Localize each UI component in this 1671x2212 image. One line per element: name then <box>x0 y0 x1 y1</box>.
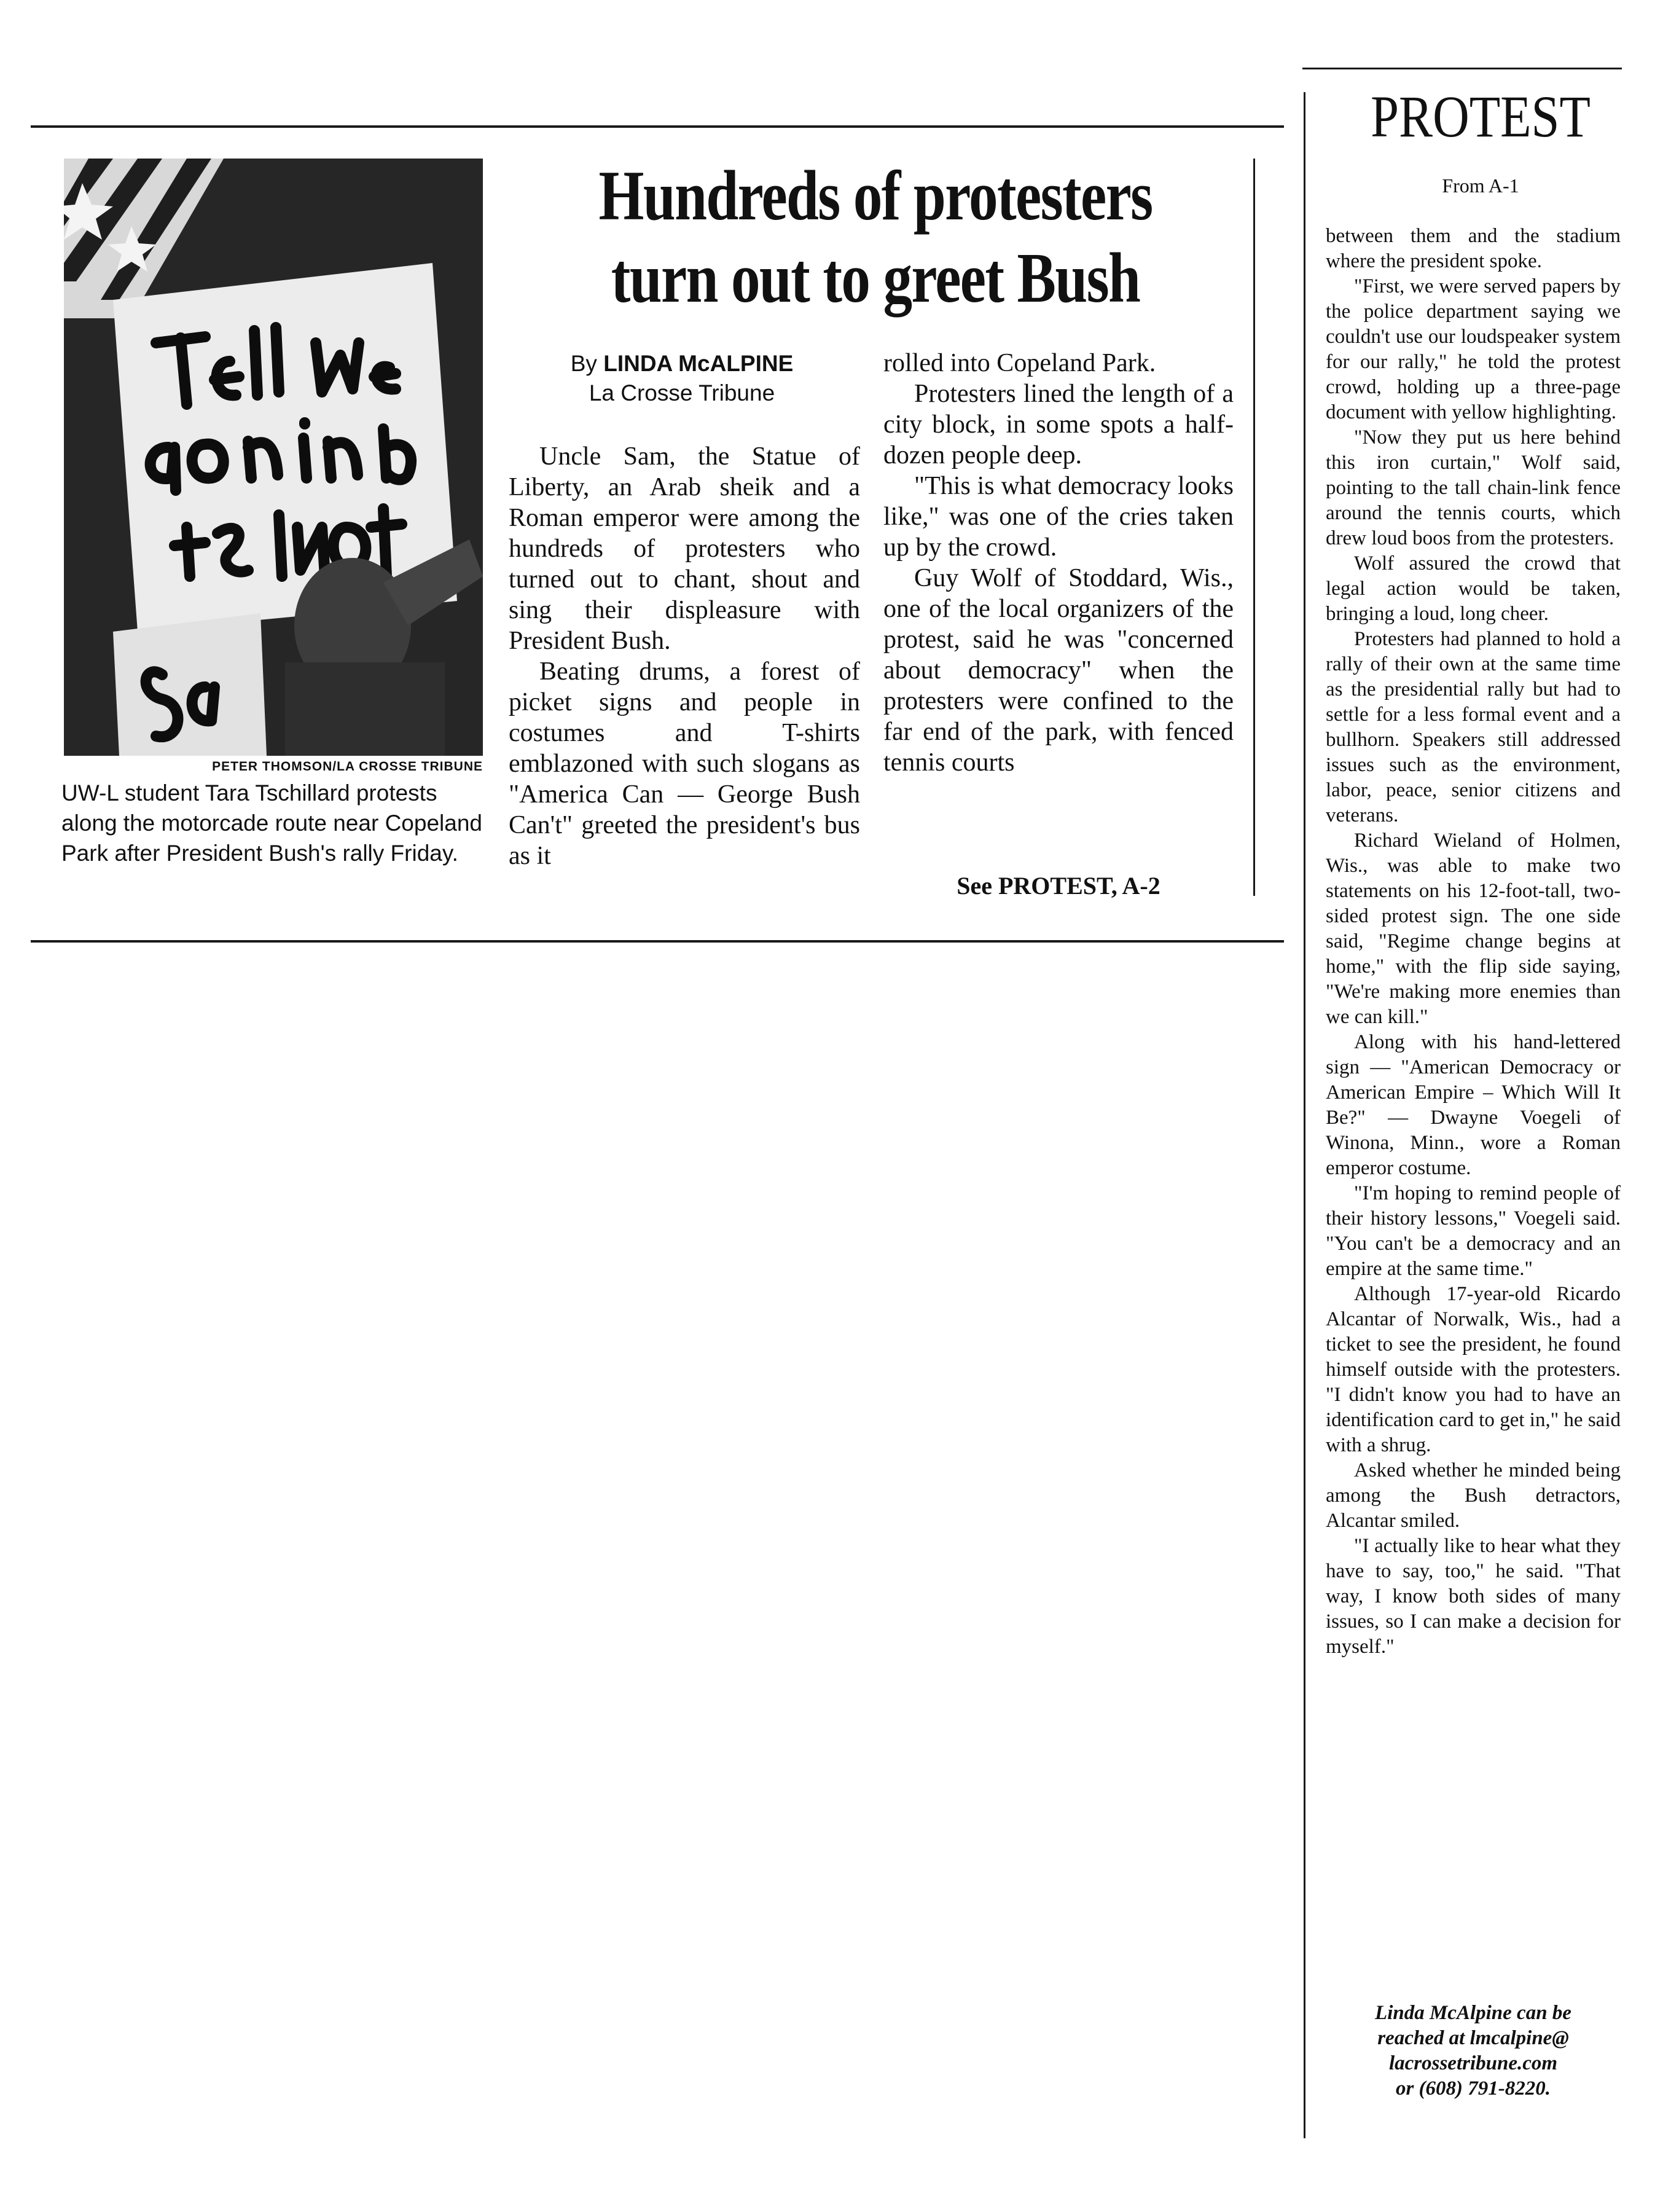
jump-title: PROTEST <box>1371 84 1591 149</box>
jump-paragraph: Richard Wieland of Holmen, Wis., was able to make two statements on his 12-foot-tall, two-sided protest sign. The one side said, "Regime change begins at home," with the flip side saying, "We're making more enemies than we can kill." <box>1326 830 1621 1028</box>
jump-paragraph: Although 17-year-old Ricardo Alcantar of Norwalk, Wis., had a ticket to see the president, he found himself outside with the protesters. "I didn't know you had to have an identification card to get in," he said with a shrug. <box>1326 1283 1621 1456</box>
byline <box>510 349 854 408</box>
jump-paragraph: "Now they put us here behind this iron curtain," Wolf said, pointing to the tall chain-link fence around the tennis courts, which drew loud boos from the protesters. <box>1326 426 1621 549</box>
jump-from: From A-1 <box>1442 175 1519 197</box>
jump-paragraph: Along with his hand-lettered sign — "American Democracy or American Empire – Which Will It Be?" — Dwayne Voegeli of Winona, Minn., wore a Roman emperor costume. <box>1326 1031 1621 1179</box>
author-note-line: Linda McAlpine can be <box>1375 2002 1571 2024</box>
headline-line-2: turn out to greet Bush <box>611 239 1140 318</box>
author-note-line: lacrossetribune.com <box>1388 2052 1558 2074</box>
jump-paragraph: Protesters had planned to hold a rally of their own at the same time as the presidential rally but had to settle for a less formal event and a bullhorn. Speakers still addressed issues such as the environment, labor, peace, senior citizens and veterans. <box>1326 628 1621 826</box>
author-contact-note <box>1326 2001 1621 2101</box>
article-column-1 <box>509 441 860 871</box>
byline-author: LINDA McALPINE <box>603 351 794 376</box>
headline-line-1: Hundreds of protesters <box>598 157 1152 235</box>
author-note-line: reached at lmcalpine@ <box>1377 2027 1569 2049</box>
jump-paragraph: "First, we were served papers by the police department saying we couldn't use our loudspeaker system for our rally," he told the protest crowd, holding up a three-page document with yellow highlighting. <box>1326 275 1621 423</box>
jump-paragraph: between them and the stadium where the president spoke. <box>1326 225 1621 272</box>
photo-caption: UW-L student Tara Tschillard protests along the motorcade route near Copeland Park after President Bush's rally Friday. <box>61 780 482 866</box>
photo-credit: PETER THOMSON/LA CROSSE TRIBUNE <box>212 759 483 774</box>
jump-paragraph: "I'm hoping to remind people of their history lessons," Voegeli said. "You can't be a democracy and an empire at the same time." <box>1326 1182 1621 1280</box>
byline-prefix: By <box>570 351 604 376</box>
article-paragraph: Uncle Sam, the Statue of Liberty, an Arab sheik and a Roman emperor were among the hundreds of protesters who turned out to chant, shout and sing their displeasure with President Bush. <box>509 442 860 655</box>
jump-text <box>1326 224 1621 1660</box>
protest-photo <box>64 159 483 756</box>
article-paragraph: rolled into Copeland Park. <box>883 349 1156 377</box>
continued-reference: See PROTEST, A-2 <box>957 872 1160 900</box>
bottom-rule <box>31 940 1284 943</box>
article-column-2 <box>883 348 1234 778</box>
top-rule <box>31 125 1284 128</box>
headline <box>576 155 1175 320</box>
jump-paragraph: "I actually like to hear what they have to say, too," he said. "That way, I know both sides of many issues, so I can make a decision for myself." <box>1326 1535 1621 1658</box>
jump-paragraph: Wolf assured the crowd that legal action would be taken, bringing a loud, long cheer. <box>1326 552 1621 625</box>
article-paragraph: Protesters lined the length of a city block, in some spots a half-dozen people deep. <box>883 380 1234 469</box>
sidebar-left-rule <box>1304 92 1305 2138</box>
article-paragraph: "This is what democracy looks like," was one of the cries taken up by the crowd. <box>883 472 1234 562</box>
byline-outlet: La Crosse Tribune <box>589 380 775 406</box>
jump-paragraph: Asked whether he minded being among the Bush detractors, Alcantar smiled. <box>1326 1459 1621 1532</box>
author-note-line: or (608) 791-8220. <box>1395 2077 1551 2100</box>
sidebar-top-rule <box>1302 68 1622 69</box>
column-divider-right <box>1253 159 1255 896</box>
article-paragraph: Guy Wolf of Stoddard, Wis., one of the local organizers of the protest, said he was "concerned about democracy" when the protesters were confined to the far end of the park, with fenced tennis courts <box>883 564 1234 777</box>
article-paragraph: Beating drums, a forest of picket signs and people in costumes and T-shirts emblazoned with such slogans as "America Can — George Bush Can't" greeted the president's bus as it <box>509 657 860 870</box>
